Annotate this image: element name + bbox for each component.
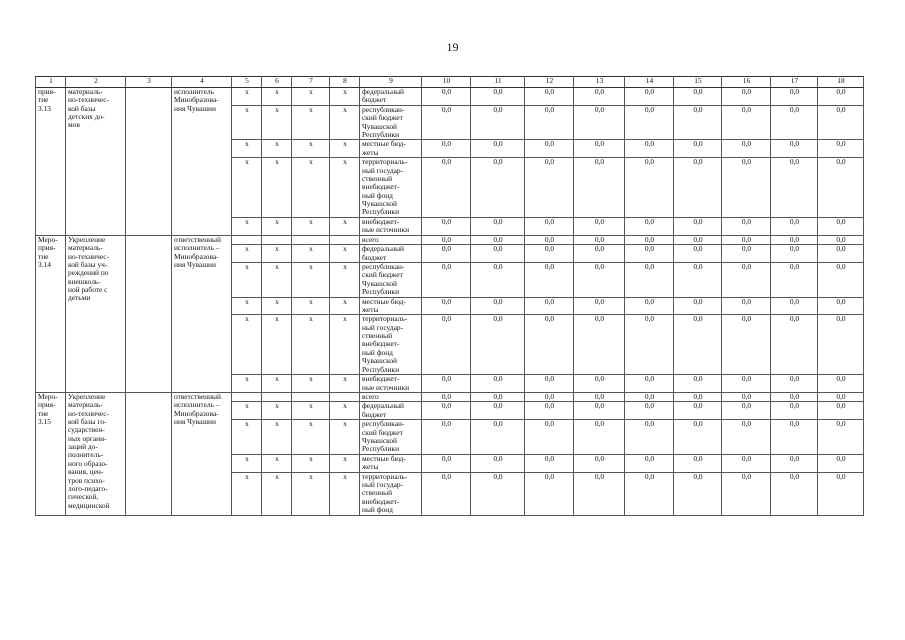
- code-mark: x: [292, 420, 330, 455]
- value-cell: 0,0: [818, 262, 864, 297]
- value-cell: 0,0: [422, 245, 471, 263]
- value-cell: 0,0: [574, 105, 625, 140]
- code-mark: x: [232, 245, 262, 263]
- value-cell: 0,0: [525, 375, 574, 393]
- value-cell: 0,0: [422, 262, 471, 297]
- activity-number: Меро- прия- тие 3.15: [36, 392, 66, 515]
- value-cell: 0,0: [818, 392, 864, 401]
- value-cell: 0,0: [422, 217, 471, 235]
- code-mark: x: [330, 420, 360, 455]
- funding-source: федеральный бюджет: [360, 88, 422, 106]
- column-header: 6: [262, 77, 292, 88]
- value-cell: 0,0: [525, 297, 574, 315]
- code-mark: x: [232, 297, 262, 315]
- executor: ответственный исполнитель – Минобразова- ния Чувашии: [172, 235, 232, 392]
- code-mark: x: [262, 297, 292, 315]
- funding-source: республикан- ский бюджет Чувашской Республики: [360, 105, 422, 140]
- code-mark: x: [262, 315, 292, 375]
- value-cell: 0,0: [471, 392, 525, 401]
- value-cell: 0,0: [674, 375, 722, 393]
- value-cell: 0,0: [674, 262, 722, 297]
- value-cell: 0,0: [674, 315, 722, 375]
- value-cell: 0,0: [771, 392, 818, 401]
- code-mark: x: [232, 454, 262, 472]
- value-cell: 0,0: [722, 158, 771, 218]
- column-header: 17: [771, 77, 818, 88]
- empty-cell: [126, 235, 172, 392]
- value-cell: 0,0: [625, 392, 674, 401]
- code-mark: x: [232, 140, 262, 158]
- column-header: 4: [172, 77, 232, 88]
- funding-source: федеральный бюджет: [360, 245, 422, 263]
- empty-cell: [126, 88, 172, 236]
- value-cell: 0,0: [525, 105, 574, 140]
- code-mark: x: [262, 140, 292, 158]
- value-cell: 0,0: [471, 402, 525, 420]
- value-cell: 0,0: [722, 88, 771, 106]
- code-mark: x: [330, 262, 360, 297]
- value-cell: 0,0: [525, 402, 574, 420]
- value-cell: 0,0: [674, 105, 722, 140]
- value-cell: 0,0: [574, 235, 625, 244]
- code-mark: x: [262, 420, 292, 455]
- code-mark: x: [232, 402, 262, 420]
- funding-source: федеральный бюджет: [360, 402, 422, 420]
- funding-source: республикан- ский бюджет Чувашской Республики: [360, 420, 422, 455]
- value-cell: 0,0: [625, 454, 674, 472]
- value-cell: 0,0: [771, 297, 818, 315]
- value-cell: 0,0: [625, 297, 674, 315]
- value-cell: 0,0: [574, 472, 625, 515]
- code-mark: x: [232, 420, 262, 455]
- value-cell: 0,0: [722, 375, 771, 393]
- value-cell: 0,0: [422, 420, 471, 455]
- value-cell: 0,0: [574, 245, 625, 263]
- activity-name: материаль- но-техничес- кой базы детских до- мов: [66, 88, 126, 236]
- value-cell: 0,0: [471, 235, 525, 244]
- code-mark: x: [232, 375, 262, 393]
- code-mark: [262, 235, 292, 244]
- value-cell: 0,0: [625, 140, 674, 158]
- funding-source: внебюджет- ные источники: [360, 375, 422, 393]
- code-mark: x: [292, 375, 330, 393]
- value-cell: 0,0: [674, 420, 722, 455]
- value-cell: 0,0: [471, 217, 525, 235]
- funding-source: местные бюд- жеты: [360, 297, 422, 315]
- column-header: 12: [525, 77, 574, 88]
- funding-source: всего: [360, 392, 422, 401]
- code-mark: x: [232, 105, 262, 140]
- funding-source: территориаль- ный государ- ственный внебюджет- ный фонд: [360, 472, 422, 515]
- value-cell: 0,0: [771, 105, 818, 140]
- code-mark: x: [330, 472, 360, 515]
- value-cell: 0,0: [574, 158, 625, 218]
- code-mark: [232, 392, 262, 401]
- value-cell: 0,0: [818, 217, 864, 235]
- code-mark: x: [262, 217, 292, 235]
- funding-source: внебюджет- ные источники: [360, 217, 422, 235]
- code-mark: x: [232, 158, 262, 218]
- value-cell: 0,0: [525, 88, 574, 106]
- value-cell: 0,0: [625, 105, 674, 140]
- code-mark: [262, 392, 292, 401]
- code-mark: x: [262, 375, 292, 393]
- column-header: 18: [818, 77, 864, 88]
- value-cell: 0,0: [771, 420, 818, 455]
- value-cell: 0,0: [471, 105, 525, 140]
- code-mark: x: [262, 472, 292, 515]
- value-cell: 0,0: [674, 88, 722, 106]
- code-mark: [292, 392, 330, 401]
- value-cell: 0,0: [471, 375, 525, 393]
- code-mark: x: [262, 88, 292, 106]
- value-cell: 0,0: [771, 158, 818, 218]
- funding-source: территориаль- ный государ- ственный внебюджет- ный фонд Чувашской Республики: [360, 315, 422, 375]
- value-cell: 0,0: [574, 454, 625, 472]
- value-cell: 0,0: [674, 454, 722, 472]
- value-cell: 0,0: [471, 472, 525, 515]
- value-cell: 0,0: [722, 245, 771, 263]
- empty-cell: [126, 392, 172, 515]
- value-cell: 0,0: [818, 235, 864, 244]
- value-cell: 0,0: [422, 105, 471, 140]
- value-cell: 0,0: [722, 262, 771, 297]
- value-cell: 0,0: [471, 88, 525, 106]
- code-mark: x: [292, 472, 330, 515]
- funding-source: всего: [360, 235, 422, 244]
- value-cell: 0,0: [422, 158, 471, 218]
- activity-name: Укрепление материаль- но-техничес- кой базы уч- реждений по внешколь- ной работе с детьми: [66, 235, 126, 392]
- value-cell: 0,0: [674, 217, 722, 235]
- code-mark: [330, 392, 360, 401]
- value-cell: 0,0: [722, 315, 771, 375]
- funding-source: республикан- ский бюджет Чувашской Республики: [360, 262, 422, 297]
- value-cell: 0,0: [422, 454, 471, 472]
- value-cell: 0,0: [722, 402, 771, 420]
- value-cell: 0,0: [422, 297, 471, 315]
- value-cell: 0,0: [674, 402, 722, 420]
- value-cell: 0,0: [574, 262, 625, 297]
- value-cell: 0,0: [625, 235, 674, 244]
- value-cell: 0,0: [525, 158, 574, 218]
- code-mark: x: [330, 454, 360, 472]
- column-header: 8: [330, 77, 360, 88]
- value-cell: 0,0: [771, 315, 818, 375]
- value-cell: 0,0: [818, 105, 864, 140]
- value-cell: 0,0: [818, 472, 864, 515]
- code-mark: x: [232, 315, 262, 375]
- code-mark: x: [262, 402, 292, 420]
- code-mark: x: [262, 454, 292, 472]
- code-mark: x: [292, 402, 330, 420]
- value-cell: 0,0: [574, 88, 625, 106]
- value-cell: 0,0: [771, 375, 818, 393]
- code-mark: x: [292, 158, 330, 218]
- column-header: 9: [360, 77, 422, 88]
- code-mark: [232, 235, 262, 244]
- executor: исполнитель Минобразова- ния Чувашии: [172, 88, 232, 236]
- value-cell: 0,0: [674, 140, 722, 158]
- budget-table: [35, 76, 864, 516]
- column-header: 3: [126, 77, 172, 88]
- value-cell: 0,0: [771, 245, 818, 263]
- code-mark: x: [292, 297, 330, 315]
- value-cell: 0,0: [625, 217, 674, 235]
- code-mark: x: [330, 245, 360, 263]
- code-mark: x: [292, 262, 330, 297]
- value-cell: 0,0: [574, 375, 625, 393]
- value-cell: 0,0: [771, 262, 818, 297]
- value-cell: 0,0: [525, 315, 574, 375]
- value-cell: 0,0: [771, 140, 818, 158]
- value-cell: 0,0: [525, 140, 574, 158]
- value-cell: 0,0: [422, 235, 471, 244]
- table-row: [36, 88, 864, 106]
- value-cell: 0,0: [818, 245, 864, 263]
- column-header: 5: [232, 77, 262, 88]
- code-mark: x: [232, 472, 262, 515]
- code-mark: x: [330, 297, 360, 315]
- value-cell: 0,0: [818, 402, 864, 420]
- code-mark: x: [330, 402, 360, 420]
- column-header: 15: [674, 77, 722, 88]
- value-cell: 0,0: [818, 297, 864, 315]
- code-mark: x: [330, 158, 360, 218]
- column-header: 1: [36, 77, 66, 88]
- code-mark: x: [330, 375, 360, 393]
- code-mark: x: [330, 140, 360, 158]
- value-cell: 0,0: [422, 392, 471, 401]
- value-cell: 0,0: [625, 375, 674, 393]
- value-cell: 0,0: [722, 217, 771, 235]
- code-mark: x: [292, 245, 330, 263]
- value-cell: 0,0: [818, 420, 864, 455]
- code-mark: x: [292, 315, 330, 375]
- table-row: [36, 235, 864, 244]
- value-cell: 0,0: [574, 297, 625, 315]
- value-cell: 0,0: [818, 158, 864, 218]
- code-mark: x: [262, 245, 292, 263]
- column-header: 2: [66, 77, 126, 88]
- code-mark: [292, 235, 330, 244]
- page-number: 19: [446, 40, 459, 54]
- value-cell: 0,0: [722, 297, 771, 315]
- code-mark: x: [232, 217, 262, 235]
- value-cell: 0,0: [818, 140, 864, 158]
- value-cell: 0,0: [525, 472, 574, 515]
- value-cell: 0,0: [625, 315, 674, 375]
- value-cell: 0,0: [722, 235, 771, 244]
- value-cell: 0,0: [471, 140, 525, 158]
- code-mark: x: [232, 262, 262, 297]
- code-mark: x: [330, 88, 360, 106]
- value-cell: 0,0: [674, 392, 722, 401]
- code-mark: x: [292, 217, 330, 235]
- value-cell: 0,0: [818, 375, 864, 393]
- value-cell: 0,0: [722, 105, 771, 140]
- value-cell: 0,0: [771, 472, 818, 515]
- value-cell: 0,0: [422, 472, 471, 515]
- value-cell: 0,0: [625, 420, 674, 455]
- code-mark: x: [292, 105, 330, 140]
- value-cell: 0,0: [574, 402, 625, 420]
- value-cell: 0,0: [818, 315, 864, 375]
- activity-number: Меро- прия- тие 3.14: [36, 235, 66, 392]
- value-cell: 0,0: [525, 392, 574, 401]
- value-cell: 0,0: [625, 472, 674, 515]
- value-cell: 0,0: [471, 315, 525, 375]
- value-cell: 0,0: [674, 235, 722, 244]
- value-cell: 0,0: [722, 140, 771, 158]
- code-mark: x: [292, 454, 330, 472]
- value-cell: 0,0: [525, 420, 574, 455]
- header-row: [36, 77, 864, 88]
- value-cell: 0,0: [422, 315, 471, 375]
- value-cell: 0,0: [574, 315, 625, 375]
- value-cell: 0,0: [674, 297, 722, 315]
- value-cell: 0,0: [471, 245, 525, 263]
- table-row: [36, 392, 864, 401]
- value-cell: 0,0: [525, 262, 574, 297]
- value-cell: 0,0: [625, 88, 674, 106]
- code-mark: x: [292, 140, 330, 158]
- code-mark: x: [330, 105, 360, 140]
- activity-name: Укрепление материаль- но-техничес- кой базы го- сударствен- ных органи- заций до- полнитель- ного образо- вания, цен- тров психо- лого-педаго- гической, медицинской: [66, 392, 126, 515]
- value-cell: 0,0: [471, 420, 525, 455]
- column-header: 7: [292, 77, 330, 88]
- funding-source: местные бюд- жеты: [360, 454, 422, 472]
- value-cell: 0,0: [471, 158, 525, 218]
- value-cell: 0,0: [722, 420, 771, 455]
- value-cell: 0,0: [525, 245, 574, 263]
- value-cell: 0,0: [625, 245, 674, 263]
- value-cell: 0,0: [674, 472, 722, 515]
- value-cell: 0,0: [574, 392, 625, 401]
- value-cell: 0,0: [722, 472, 771, 515]
- value-cell: 0,0: [574, 217, 625, 235]
- value-cell: 0,0: [771, 88, 818, 106]
- code-mark: x: [262, 158, 292, 218]
- column-header: 14: [625, 77, 674, 88]
- code-mark: x: [262, 105, 292, 140]
- value-cell: 0,0: [771, 402, 818, 420]
- activity-number: прия- тие 3.13: [36, 88, 66, 236]
- value-cell: 0,0: [471, 454, 525, 472]
- value-cell: 0,0: [674, 158, 722, 218]
- funding-source: территориаль- ный государ- ственный внебюджет- ный фонд Чувашской Республики: [360, 158, 422, 218]
- code-mark: x: [330, 217, 360, 235]
- value-cell: 0,0: [722, 454, 771, 472]
- executor: ответственный исполнитель – Минобразова- ния Чувашии: [172, 392, 232, 515]
- code-mark: [330, 235, 360, 244]
- code-mark: x: [330, 315, 360, 375]
- value-cell: 0,0: [471, 262, 525, 297]
- code-mark: x: [232, 88, 262, 106]
- value-cell: 0,0: [422, 88, 471, 106]
- value-cell: 0,0: [771, 235, 818, 244]
- code-mark: x: [262, 262, 292, 297]
- code-mark: x: [292, 88, 330, 106]
- value-cell: 0,0: [625, 262, 674, 297]
- column-header: 16: [722, 77, 771, 88]
- value-cell: 0,0: [771, 217, 818, 235]
- value-cell: 0,0: [818, 88, 864, 106]
- value-cell: 0,0: [525, 217, 574, 235]
- column-header: 11: [471, 77, 525, 88]
- value-cell: 0,0: [818, 454, 864, 472]
- value-cell: 0,0: [525, 235, 574, 244]
- value-cell: 0,0: [771, 454, 818, 472]
- value-cell: 0,0: [471, 297, 525, 315]
- value-cell: 0,0: [574, 140, 625, 158]
- value-cell: 0,0: [625, 158, 674, 218]
- column-header: 13: [574, 77, 625, 88]
- value-cell: 0,0: [422, 140, 471, 158]
- value-cell: 0,0: [422, 402, 471, 420]
- value-cell: 0,0: [574, 420, 625, 455]
- value-cell: 0,0: [674, 245, 722, 263]
- value-cell: 0,0: [625, 402, 674, 420]
- value-cell: 0,0: [722, 392, 771, 401]
- funding-source: местные бюд- жеты: [360, 140, 422, 158]
- value-cell: 0,0: [525, 454, 574, 472]
- value-cell: 0,0: [422, 375, 471, 393]
- column-header: 10: [422, 77, 471, 88]
